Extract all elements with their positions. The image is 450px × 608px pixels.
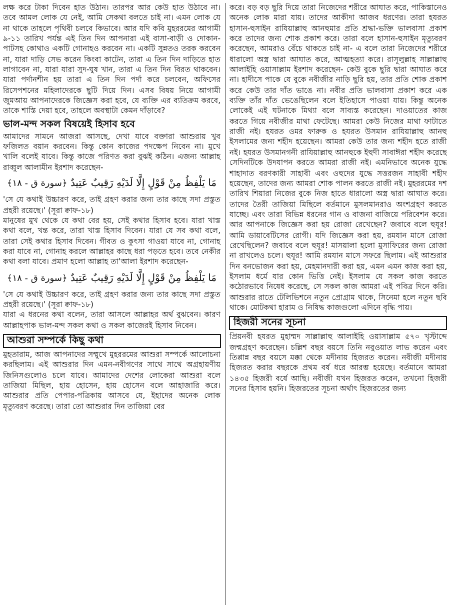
left-paragraph-4: যারা এ ধরনের কথা বলেন, তারা আসলে আল্লাহর অর্থ বুঝবেন। কারণ আল্লাহপাক ভাল-মন্দ সকল কথা ও সকল কাজেরই হিসাব নিবেন। — [3, 310, 221, 330]
verse-2-reference: ﴿سورة ق - ١٨﴾ — [6, 273, 68, 284]
verse-1-text: مَا يَلْفِظُ مِنْ قَوْلٍ إِلَّا لَدَيْهِ رَقِيبٌ عَتِيدٌ — [70, 178, 217, 190]
left-paragraph-5: মুহতারাম, আজ আপনাদের সম্মুখে মুহররমের আশুরা সম্পর্কে আলোচনা করছিলাম। এই আশুরার দিন এমন-নবীগণের সাথে সাথে অগ্রহায়ণীয় জিনিসগুলোও চলে যাবে। আমাদের দেশের লোকেরা আশুরা বলে তাজিয়া মিছিল, হায় হোসেন, হায় হোসেন বলে আহাজারি করে। আশুরার প্রতি পেপার-পত্রিকায় আসবে যে, ইহাদের অনেক লোক মৃত্যুবরণ করেছে। তারা তো আশুরার দিন তাজিয়া বের — [3, 349, 221, 411]
left-paragraph-2: আমাদের সামনে আজরা আসছে, দেখা যাবে বক্তারা আশুরায় খুব ফজিলত বয়ান করবেন। কিন্তু কোন কাজের পদক্ষেপ নিবেন না। মুখে খালি বলেই যাবে। কিন্তু কাজে পরিণত করা বুঝই কঠিন। এজন্য আল্লাহ রাব্বুল আলামীন ইরশাদ করেছেন- — [3, 131, 221, 172]
column-divider — [225, 3, 226, 605]
verse-2-translation: 'সে যে কথাই উচ্চারণ করে, তাই গ্রহণ করার জন্য তার কাছে সদা প্রস্তুত প্রহরী রয়েছে।' (সূরা ক্বাফ-১৮) — [3, 289, 221, 309]
left-column — [3, 3, 221, 605]
left-paragraph-1: লক্ষ করে টাকা দিবেন হাত উঠান। তারপর আর কেউ হাত উঠাবে না। তবে আমল লোক যে নেই, আমি সেকথা বলতে চাই না। এমন লোক যে না থাকে তাহলে পৃথিবী চলবে কিভাবে। আর যদি কবি মুহররমের আগামী ৯-১১ তারিখ পর্যন্ত এই তিন দিন আপনারা এই বাসা-বাড়ী ও দোকান-পাটসহ কোথাও একটি গোনাহও করবেন না। একটি সুন্নতও তরক করবেন না, যারা দাড়ি সেভ করেন কিংবা কাটেন, তারা এ তিন দিন দাড়িতে হাত লাগাবেন না, যারা যারা সুদ-ঘুষ খান, তারা এ তিন দিন বিরত থাকবেন। যারা পর্দানশীন হয় তারা এ তিন দিন পর্দা করে চলবেন, অফিসের রিসেপশনের মহিলাদেরকে ছুটি দিয়ে দিন। এসব বিষয় নিয়ে আগামী জুমআয় আপনাদেরকে জিজ্ঞেস করা হবে, যে ব্যক্তি এর ব্যতিক্রম করবে, তাকে শাস্তি দেয়া হবে, তাহলে অবস্থাটা কেমন দাঁড়াবে? — [3, 3, 221, 116]
section-heading-hijri: হিজরী সনের সূচনা — [229, 316, 447, 330]
right-column — [229, 3, 447, 605]
quran-verse-1 — [3, 176, 221, 192]
quran-verse-2 — [3, 271, 221, 287]
section-heading-ashura: আশুরা সম্পর্কে কিছু কথা — [3, 334, 221, 348]
verse-2-text: مَا يَلْفِظُ مِنْ قَوْلٍ إِلَّا لَدَيْهِ رَقِيبٌ عَتِيدٌ — [70, 272, 217, 284]
verse-1-translation: 'সে যে কথাই উচ্চারণ করে, তাই গ্রহণ করার জন্য তার কাছে সদা প্রস্তুত প্রহরী রয়েছে।' (সূরা ক্বাফ-১৮) — [3, 195, 221, 215]
verse-1-reference: ﴿سورة ق - ١٨﴾ — [6, 179, 68, 190]
right-paragraph-2: প্রিয়নবী হযরত মুহাম্মদ সাল্লাল্লাহু আলাইহি ওয়াসাল্লাম ৫৭০ খৃস্টাব্দে জন্মগ্রহণ করেছেন। চল্লিশ বছর বয়সে তিনি নবুওয়াত লাভ করেন এবং তিপ্পান্ন বছর বয়সে মক্কা থেকে মদীনায় হিজরত করেন। নবীজী মদীনায় হিজরত করার বছরকে প্রথম বর্ষ ধরে আরম্ভ হয়েছে। বর্তমানে আমরা ১৪৩৫ হিজরী বর্ষে আছি। নবীজী যখন হিজরত করেন, তখনো হিজরী সনের হিসাব হয়নি। হিজরতের সূচনা অর্থাৎ হিজরতের জন্য — [229, 332, 447, 394]
section-heading-accountability: ভাল-মন্দ সকল বিষয়েই হিসাব হবে — [3, 118, 135, 130]
left-paragraph-3: মানুষের মুখ থেকে যে কথা বের হয়, সেই কথার হিসাব হবে। যারা খাস্ত কথা বলে, খন্ত করে, তারা খাস্ত হিসাব দিবেন। যারা যে সব কথা বলে, তারা সেই কথার হিসাব দিবেন। গীবত ও কুৎসা গাওয়া যাবে না, গোনাহ করা যাবে না, গোনাহ করলে আল্লাহর কাছে ধরা পড়তে হবে। তবে নেকীর কথা বলা যাবে। প্রমাণ হলো আল্লাহ তা'আলা ইরশাদ করেছেন- — [3, 215, 221, 267]
right-paragraph-1: করে। বড় বড় ছুরি দিয়ে তারা নিজেদের শরীরে আঘাত করে, পাকিস্তানেও অনেক লোক মারা যায়। তাদের আকীদা আজব ধরণের। তারা হযরত হাসান-হুসাইন রাযিয়াল্লাহু আনহুমার প্রতি শ্রদ্ধা-ভক্তি ভালবাসা প্রকাশ করে তাদের জন্য শোক প্রকাশ করে। তারা বলে হাসান-হুসাইন মৃত্যুবরণ করেছেন, আমরাও বেঁচে থাকতে চাই না- এ বলে তারা নিজেদের শরীরে ধারালো অস্ত্র দ্বারা আঘাত করে, আত্মহত্যা করে। রাসূলুল্লাহ সাল্লাল্লাহু আলাইহি ওয়াসাল্লাম ইরশাদ করেছেন- কেউ বুকে ছুরি দ্বারা আঘাত করে না। হাদীসে পাকে যে বুকে নবীজীর নাড়ি ছুরি হয়, তার প্রতি শোক প্রকাশ করে কেউ তার দাঁত ভাঙে না। নবীর প্রতি ভালবাসা প্রকাশ করে এক ব্যক্তি তাঁর দাঁত ভেঙেছিলেন বলে ইতিহাসে পাওয়া যায়। কিন্তু অনেক লোকেই এই ঘটনাকে মিথ্যা বলে সাব্যস্ত করেছেন। দাওয়াতের কাজ করতে গিয়ে নবীজীর মাথা ফেটেছে। আমরা কেউ নিজের মাথা ফাটাতে রাজী নই। হযরত ওমর ফারুক ও হযরত উসমান রাযিয়াল্লাহু আনহু ইসলামের জন্য শহীদ হয়েছেন। আমরা কেউ তার জন্য শহীদ হতে রাজী নই। হযরত উসমানগনী রাযিয়াল্লাহু আনহুকে ইহুদী সাবাঈরা শহীদ করেছে সেদিনটিকে উদযাপন করতে আমরা রাজী নই। এমনিভাবে অনেক যুদ্ধে শাহাদাত বরণকারী সাহাবী এবং ওহুদের যুদ্ধে সত্তরজন সাহাবী শহীদ হয়েছেন, তাদের জন্য আমরা শোক পালন করতে রাজী নই। মুহররমের দশ তারিখ শিয়ারা নিজের বুকে নিজ হাতে ধারালো অস্ত্র দ্বারা আঘাত করে। তাদের তৈরী তাজিয়া মিছিলে বর্তমানে মুসলমানরাও অংশগ্রহণ করতে যাচ্ছে। এবং তারা বিভিন্ন ধরনের গান ও বাজনা বাজিয়ে পরিবেশন করে। আর আপনাকে জিজ্ঞেস করা হয় রোজা রেখেছেন? জবাবে বলে হুযূর! আমি ডায়াবেটিসের রোগী। যদি জিজ্ঞেস করা হয়, রমযান মাসে রোজা রেখেছিলেন? জবাবে বলে হুযূর! মাসয়ালা হলো মুসাফিরের জন্য রোজা না রাখলেও চলে। হুযূর! আমি রমযান মাসে সফরে ছিলাম। এই আশুরার দিন বনভোজন করা হয়, মেহমানদারী করা হয়, এমন এমন কাজ করা হয়, ইসলাম ধর্মে যার কোন ভিত্তি নেই। ইসলাম যে সকল কাজ করতে কঠোরভাবে নিষেধ করেছে, সে সকল কাজ আমরা এই পবিত্র দিনে করি। আশুরার রাতে টেলিভিশনে নতুন প্রোগ্রাম থাকে, সিনেমা হলে নতুন ছবি থাকে। মোটকথা হারাম ও নিষিদ্ধ কাজগুলো এদিনে বৃদ্ধি পায়। — [229, 3, 447, 312]
